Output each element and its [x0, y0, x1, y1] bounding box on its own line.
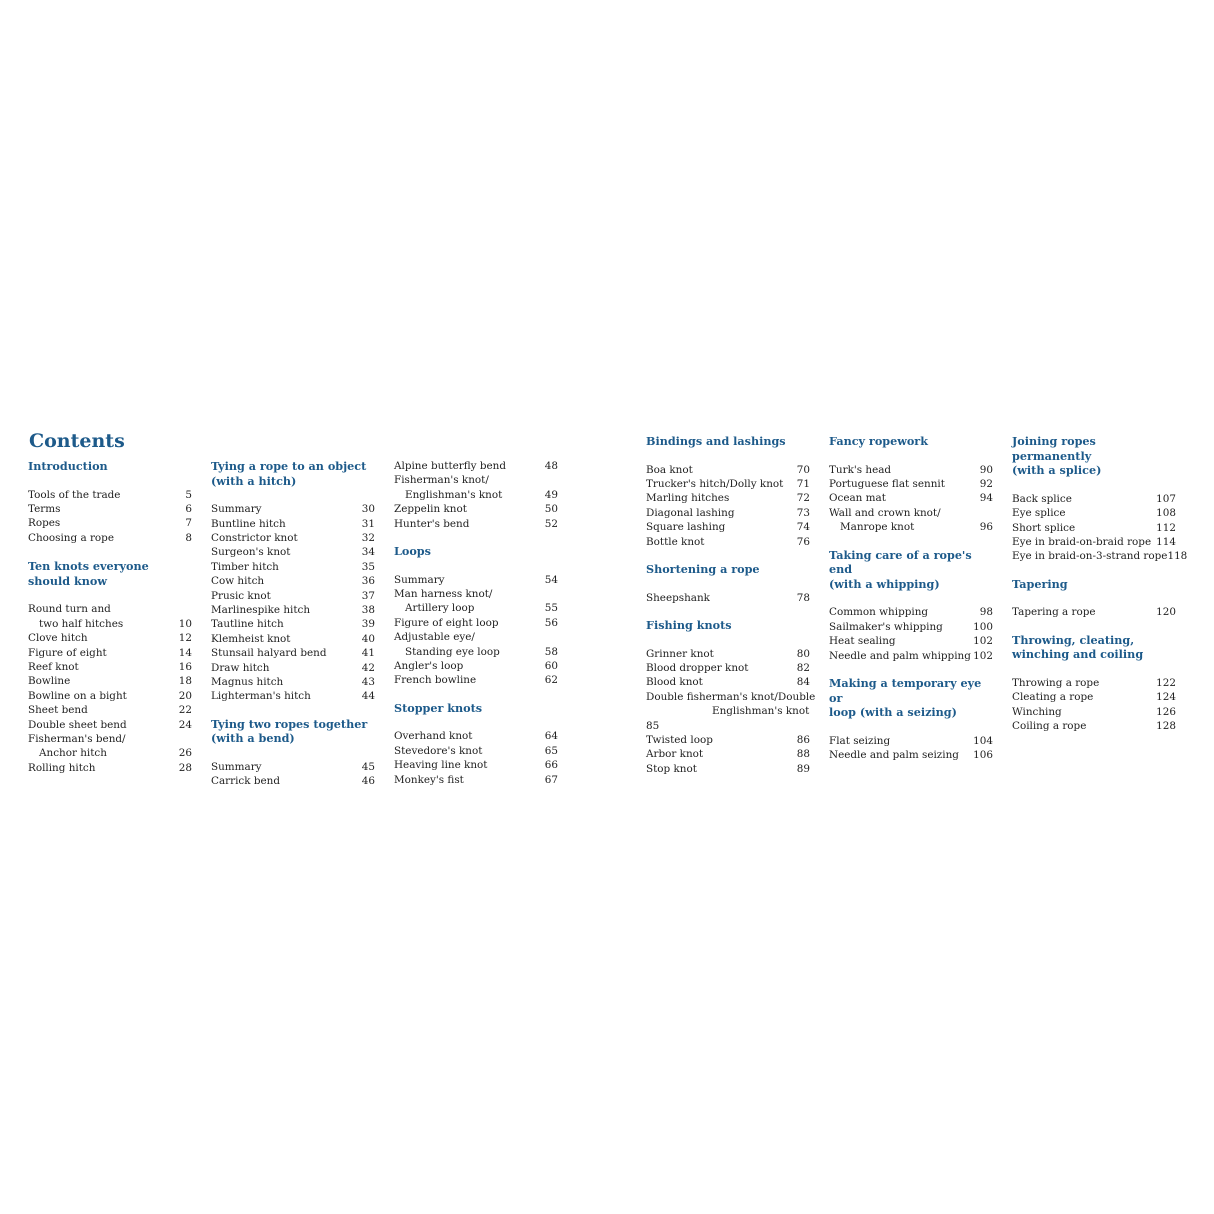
section-title: Fishing knots [646, 618, 732, 633]
page-number: 41 [361, 647, 375, 660]
page-number: 92 [979, 478, 993, 490]
page-number: 85 [646, 719, 660, 732]
page-number: 100 [973, 620, 993, 633]
toc-column-1 [28, 459, 192, 788]
page-number: 42 [361, 661, 375, 674]
page-number: 16 [178, 661, 192, 674]
toc-entry[interactable]: Constrictor knot 32 [211, 532, 375, 544]
toc-entry[interactable]: Eye in braid-on-braid rope 114 [1012, 536, 1176, 548]
toc-column-2 [211, 459, 375, 802]
toc-entry[interactable]: Monkey's fist 67 [394, 773, 558, 786]
page-number: 39 [361, 618, 375, 631]
page-number: 44 [361, 690, 375, 703]
page-number: 71 [796, 478, 810, 490]
toc-entry[interactable]: Needle and palm seizing 106 [829, 749, 993, 762]
toc-entry[interactable]: Zeppelin knot 50 [394, 503, 558, 516]
toc-entry[interactable]: Marling hitches 72 [646, 492, 810, 505]
toc-entry[interactable]: Anchor hitch 26 [39, 747, 192, 760]
page-number: 96 [979, 521, 993, 534]
page-number: 26 [178, 747, 192, 760]
section-seizing [829, 676, 993, 763]
toc-entry[interactable]: Double fisherman's knot/Double [646, 690, 816, 703]
page-number: 76 [796, 535, 810, 548]
toc-entry[interactable]: Surgeon's knot 34 [211, 546, 375, 559]
toc-entry[interactable]: Standing eye loop 58 [405, 645, 558, 658]
page-number: 54 [544, 573, 558, 586]
page-number: 5 [185, 488, 192, 501]
toc-entry[interactable]: Trucker's hitch/Dolly knot 71 [646, 478, 810, 490]
toc-entry[interactable]: Clove hitch 12 [28, 632, 192, 645]
section-hitches [211, 459, 375, 704]
toc-entry[interactable]: Man harness knot/ [394, 588, 493, 601]
page-number: 102 [973, 635, 993, 648]
toc-entry[interactable]: Carrick bend 46 [211, 775, 375, 788]
section-title: Tapering [1012, 576, 1068, 591]
toc-entry[interactable]: Tools of the trade 5 [28, 488, 192, 501]
toc-entry[interactable]: Winching 126 [1012, 705, 1176, 718]
toc-entry[interactable]: Throwing a rope 122 [1012, 677, 1176, 689]
section-shortening [646, 562, 810, 605]
toc-entry[interactable]: Ocean mat 94 [829, 492, 993, 505]
section-title: Fancy ropework [829, 434, 928, 448]
section-splice [1012, 434, 1188, 564]
page-number: 67 [544, 773, 558, 786]
toc-entry[interactable]: Tapering a rope 120 [1012, 606, 1176, 619]
page-number: 122 [1156, 677, 1176, 689]
toc-entry[interactable]: Klemheist knot 40 [211, 632, 375, 645]
page-number: 124 [1156, 691, 1176, 704]
section-title: Making a temporary eye or loop (with a seizing) [829, 676, 982, 720]
section-title: Bindings and lashings [646, 434, 786, 448]
toc-entry[interactable]: Cow hitch 36 [211, 575, 375, 588]
section-title: Ten knots everyone should know [28, 559, 149, 588]
section-introduction [28, 459, 192, 545]
toc-entry[interactable]: Portuguese flat sennit 92 [829, 478, 993, 490]
page-number: 104 [973, 734, 993, 747]
page-number: 78 [796, 591, 810, 604]
toc-entry[interactable]: Stunsail halyard bend 41 [211, 647, 375, 660]
toc-entry[interactable]: Reef knot 16 [28, 661, 192, 674]
toc-entry[interactable]: Manrope knot 96 [840, 521, 993, 534]
page-number: 35 [361, 560, 375, 573]
toc-entry[interactable]: Diagonal lashing 73 [646, 506, 810, 519]
page-number: 45 [361, 761, 375, 774]
page-title: Contents [29, 430, 125, 452]
section-fishing-knots [646, 618, 816, 776]
toc-entry[interactable]: Summary 30 [211, 503, 375, 516]
toc-entry[interactable]: Heat sealing 102 [829, 635, 993, 648]
page-number: 7 [185, 517, 192, 530]
section-title: Stopper knots [394, 700, 483, 715]
page-number: 64 [544, 730, 558, 743]
page-number: 107 [1156, 492, 1176, 505]
toc-entry[interactable]: Bowline on a bight 20 [28, 689, 192, 702]
section-title: Introduction [28, 459, 108, 473]
page-number: 48 [544, 460, 558, 472]
page-number: 18 [178, 675, 192, 688]
toc-entry[interactable]: Angler's loop 60 [394, 660, 558, 673]
toc-entry[interactable]: French bowline 62 [394, 674, 558, 687]
page-number: 34 [361, 546, 375, 559]
toc-entry[interactable]: two half hitches 10 [39, 617, 192, 630]
toc-entry[interactable]: Magnus hitch 43 [211, 676, 375, 689]
page-number: 114 [1156, 536, 1176, 548]
toc-entry[interactable]: Wall and crown knot/ [829, 506, 941, 519]
page-number: 86 [796, 734, 810, 747]
toc-entry[interactable]: Choosing a rope 8 [28, 531, 192, 544]
toc-entry[interactable]: Timber hitch 35 [211, 560, 375, 573]
section-title: Loops [394, 544, 431, 559]
section-ten-knots [28, 559, 192, 775]
page-number: 12 [178, 632, 192, 645]
page-number: 52 [544, 517, 558, 530]
section-stopper-knots [394, 701, 558, 787]
page-number: 89 [796, 762, 810, 775]
toc-entry[interactable]: Terms 6 [28, 503, 192, 515]
toc-entry[interactable]: Prusic knot 37 [211, 589, 375, 602]
section-bends-continued [394, 459, 558, 531]
toc-entry[interactable]: Grinner knot 80 [646, 647, 810, 660]
toc-entry[interactable]: Round turn and [28, 603, 111, 616]
toc-entry[interactable]: Needle and palm whipping 102 [829, 649, 993, 662]
page-number: 38 [361, 604, 375, 617]
toc-entry[interactable]: Fisherman's knot/ [394, 474, 489, 487]
page-number: 56 [544, 616, 558, 629]
toc-entry[interactable]: Sheepshank 78 [646, 591, 810, 604]
page-number: 94 [979, 492, 993, 505]
toc-entry[interactable]: Ropes 7 [28, 517, 192, 530]
section-title: Taking care of a rope's end (with a whipping) [829, 547, 972, 591]
toc-entry[interactable]: Artillery loop 55 [405, 602, 558, 615]
page-number: 32 [361, 532, 375, 544]
toc-entry[interactable]: Figure of eight loop 56 [394, 616, 558, 629]
page-number: 98 [979, 606, 993, 619]
toc-entry[interactable]: Rolling hitch 28 [28, 761, 192, 774]
page-number: 8 [185, 531, 192, 544]
section-fancy-ropework [829, 434, 993, 535]
page-number: 128 [1156, 720, 1176, 733]
section-title: Throwing, cleating, winching and coiling [1012, 632, 1144, 662]
page-number: 37 [361, 589, 375, 602]
page-number: 28 [178, 761, 192, 774]
section-title: Joining ropes permanently (with a splice) [1012, 434, 1102, 478]
toc-entry[interactable]: Hunter's bend 52 [394, 517, 558, 530]
section-throwing [1012, 633, 1176, 734]
section-tapering [1012, 577, 1176, 620]
page-number: 74 [796, 521, 810, 534]
page-number: 58 [544, 645, 558, 658]
toc-entry[interactable]: Marlinespike hitch 38 [211, 604, 375, 617]
page-number: 126 [1156, 705, 1176, 718]
toc-entry[interactable]: Short splice 112 [1012, 521, 1176, 534]
toc-entry[interactable]: Twisted loop 86 [646, 734, 810, 747]
toc-entry[interactable]: Summary 45 [211, 761, 375, 774]
toc-entry[interactable]: Blood dropper knot 82 [646, 662, 810, 675]
toc-entry[interactable]: Common whipping 98 [829, 606, 993, 619]
section-title: Shortening a rope [646, 562, 760, 577]
toc-entry[interactable]: Coiling a rope 128 [1012, 720, 1176, 733]
page-number: 82 [796, 662, 810, 675]
page-number: 73 [796, 506, 810, 519]
toc-entry[interactable]: Heaving line knot 66 [394, 759, 558, 772]
section-title: Tying two ropes together (with a bend) [211, 716, 368, 746]
page-number: 10 [178, 617, 192, 630]
toc-entry[interactable]: Buntline hitch 31 [211, 517, 375, 530]
page-number: 102 [973, 649, 993, 662]
page-number: 22 [178, 704, 192, 717]
page-number: 46 [361, 775, 375, 788]
page-number: 65 [544, 744, 558, 757]
toc-entry[interactable]: Draw hitch 42 [211, 661, 375, 674]
toc-entry[interactable]: Stop knot 89 [646, 762, 810, 775]
toc-entry[interactable]: Englishman's knot [712, 705, 810, 718]
page-number: 24 [178, 718, 192, 731]
toc-entry[interactable]: Fisherman's bend/ [28, 733, 126, 746]
toc-entry[interactable]: Summary 54 [394, 573, 558, 586]
page-number: 55 [544, 602, 558, 615]
page-number: 108 [1156, 507, 1176, 520]
toc-entry[interactable]: Adjustable eye/ [394, 631, 475, 644]
page-number: 43 [361, 676, 375, 689]
section-bindings [646, 434, 810, 549]
toc-column-4 [646, 434, 816, 789]
section-bends [211, 717, 375, 789]
page-number: 60 [544, 660, 558, 673]
page-number: 90 [979, 463, 993, 476]
page-number: 118 [1167, 550, 1188, 563]
page-number: 120 [1156, 606, 1176, 619]
toc-entry[interactable]: Tautline hitch 39 [211, 618, 375, 631]
toc-entry[interactable]: Double sheet bend 24 [28, 718, 192, 731]
toc-entry[interactable]: Figure of eight 14 [28, 646, 192, 659]
page-number: 14 [178, 646, 192, 659]
toc-entry[interactable]: Bottle knot 76 [646, 535, 810, 548]
toc-entry[interactable]: Back splice 107 [1012, 492, 1176, 505]
toc-entry[interactable]: Blood knot 84 [646, 676, 810, 689]
page-number: 30 [361, 503, 375, 516]
toc-entry[interactable]: Lighterman's hitch 44 [211, 690, 375, 703]
toc-entry[interactable]: Eye splice 108 [1012, 507, 1176, 520]
toc-entry[interactable]: Cleating a rope 124 [1012, 691, 1176, 704]
page-number: 40 [361, 632, 375, 645]
toc-column-6 [1012, 434, 1188, 747]
page-number: 66 [544, 759, 558, 772]
page-number: 6 [185, 503, 192, 515]
toc-entry[interactable]: Flat seizing 104 [829, 734, 993, 747]
toc-column-3 [394, 459, 558, 800]
toc-entry[interactable]: Boa knot 70 [646, 463, 810, 476]
page-number: 84 [796, 676, 810, 689]
page-number: 106 [973, 749, 993, 762]
toc-column-5 [829, 434, 993, 776]
toc-entry[interactable]: Square lashing 74 [646, 521, 810, 534]
page-number: 36 [361, 575, 375, 588]
toc-entry[interactable]: Englishman's knot 49 [405, 488, 558, 501]
page-number: 20 [178, 689, 192, 702]
section-whipping [829, 548, 993, 663]
toc-entry[interactable]: Bowline 18 [28, 675, 192, 688]
page-number: 88 [796, 748, 810, 761]
toc-entry[interactable]: Alpine butterfly bend 48 [394, 460, 558, 472]
toc-entry[interactable]: Stevedore's knot 65 [394, 744, 558, 757]
toc-entry[interactable]: Arbor knot 88 [646, 748, 810, 761]
page-number: 70 [796, 463, 810, 476]
page-number: 72 [796, 492, 810, 505]
page-number: 31 [361, 517, 375, 530]
page-number: 49 [544, 488, 558, 501]
toc-entry[interactable]: Sheet bend 22 [28, 704, 192, 717]
section-title: Tying a rope to an object (with a hitch) [211, 459, 367, 488]
toc-entry[interactable] [646, 719, 810, 733]
toc-entry[interactable]: Turk's head 90 [829, 463, 993, 476]
page-number: 62 [544, 674, 558, 687]
toc-entry[interactable]: Sailmaker's whipping 100 [829, 620, 993, 633]
toc-entry[interactable]: Eye in braid-on-3-strand rope 118 [1012, 550, 1188, 563]
page-number: 80 [796, 647, 810, 660]
page-number: 112 [1156, 521, 1176, 534]
page-number: 50 [544, 503, 558, 516]
section-loops [394, 544, 558, 688]
toc-entry[interactable]: Overhand knot 64 [394, 730, 558, 743]
